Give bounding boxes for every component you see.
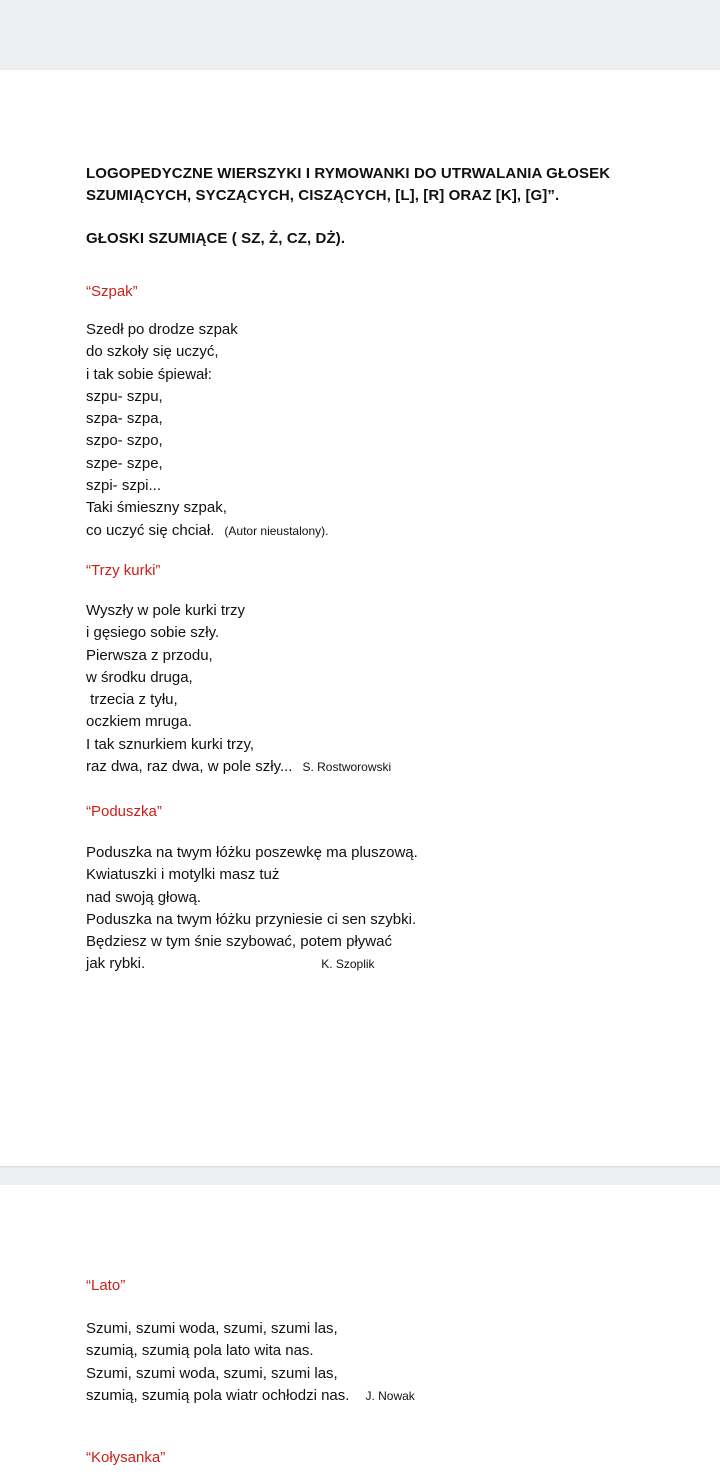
poem-line: szpo- szpo, bbox=[86, 432, 163, 450]
poem-author: (Autor nieustalony). bbox=[224, 523, 329, 538]
poem-line: i tak sobie śpiewał: bbox=[86, 365, 212, 383]
poem-title-poduszka: “Poduszka” bbox=[86, 803, 162, 820]
poem-line: Poduszka na twym łóżku poszewkę ma pluszową. bbox=[86, 844, 418, 861]
poem-line: nad swoją głową. bbox=[86, 888, 202, 906]
poem-last-line bbox=[86, 1385, 415, 1407]
poem-line-text: raz dwa, raz dwa, w pole szły... bbox=[86, 758, 293, 776]
poem-line: szumią, szumią pola lato wita nas. bbox=[86, 1342, 314, 1360]
document-page-2 bbox=[0, 1185, 720, 1480]
poem-line: i gęsiego sobie szły. bbox=[86, 624, 220, 642]
poem-body-trzy-kurki bbox=[86, 600, 391, 778]
poem-line: Szumi, szumi woda, szumi, szumi las, bbox=[86, 1364, 338, 1382]
poem-line: w środku druga, bbox=[86, 668, 193, 686]
poem-line: oczkiem mruga. bbox=[86, 713, 192, 731]
poem-line: Pierwsza z przodu, bbox=[86, 646, 213, 664]
document-heading bbox=[86, 163, 610, 207]
poem-line: szpa- szpa, bbox=[86, 410, 163, 428]
poem-line: Szumi, szumi woda, szumi, szumi las, bbox=[86, 1320, 338, 1337]
poem-last-line bbox=[86, 520, 328, 542]
poem-line: Kwiatuszki i motylki masz tuż bbox=[86, 866, 280, 884]
poem-author: J. Nowak bbox=[365, 1388, 415, 1403]
poem-last-line bbox=[86, 953, 418, 975]
poem-title-kolysanka: “Kołysanka” bbox=[86, 1449, 166, 1466]
heading-line-1: LOGOPEDYCZNE WIERSZYKI I RYMOWANKI DO UTRWALANIA GŁOSEK bbox=[86, 165, 611, 182]
poem-line: do szkoły się uczyć, bbox=[86, 343, 219, 361]
poem-title-szpak: “Szpak” bbox=[86, 283, 138, 300]
poem-body-poduszka bbox=[86, 842, 418, 976]
poem-title-trzy-kurki: “Trzy kurki” bbox=[86, 562, 161, 579]
poem-line: szpe- szpe, bbox=[86, 454, 163, 472]
poem-line: Poduszka na twym łóżku przyniesie ci sen szybki. bbox=[86, 910, 417, 928]
poem-line: Wyszły w pole kurki trzy bbox=[86, 602, 246, 619]
poem-last-line bbox=[86, 756, 391, 778]
poem-line: Taki śmieszny szpak, bbox=[86, 499, 227, 517]
poem-line-text: co uczyć się chciał. bbox=[86, 521, 215, 539]
poem-title-lato: “Lato” bbox=[86, 1277, 126, 1294]
poem-line: szpu- szpu, bbox=[86, 387, 163, 405]
section-title: GŁOSKI SZUMIĄCE ( SZ, Ż, CZ, DŻ). bbox=[86, 230, 346, 247]
poem-line: trzecia z tyłu, bbox=[86, 691, 178, 709]
poem-line: szpi- szpi... bbox=[86, 477, 162, 495]
document-page-1 bbox=[0, 70, 720, 1166]
poem-body-lato bbox=[86, 1318, 415, 1407]
poem-author: S. Rostworowski bbox=[302, 760, 392, 775]
poem-line: I tak sznurkiem kurki trzy, bbox=[86, 735, 255, 753]
poem-body-szpak bbox=[86, 319, 328, 542]
poem-line-text: szumią, szumią pola wiatr ochłodzi nas. bbox=[86, 1386, 350, 1404]
poem-line-text: jak rybki. bbox=[86, 955, 146, 973]
poem-author: K. Szoplik bbox=[321, 957, 375, 972]
heading-line-2: SZUMIĄCYCH, SYCZĄCYCH, CISZĄCYCH, [L], [R] ORAZ [K], [G]”. bbox=[86, 187, 560, 204]
poem-line: Szedł po drodze szpak bbox=[86, 321, 238, 338]
poem-line: Będziesz w tym śnie szybować, potem pływać bbox=[86, 933, 392, 951]
